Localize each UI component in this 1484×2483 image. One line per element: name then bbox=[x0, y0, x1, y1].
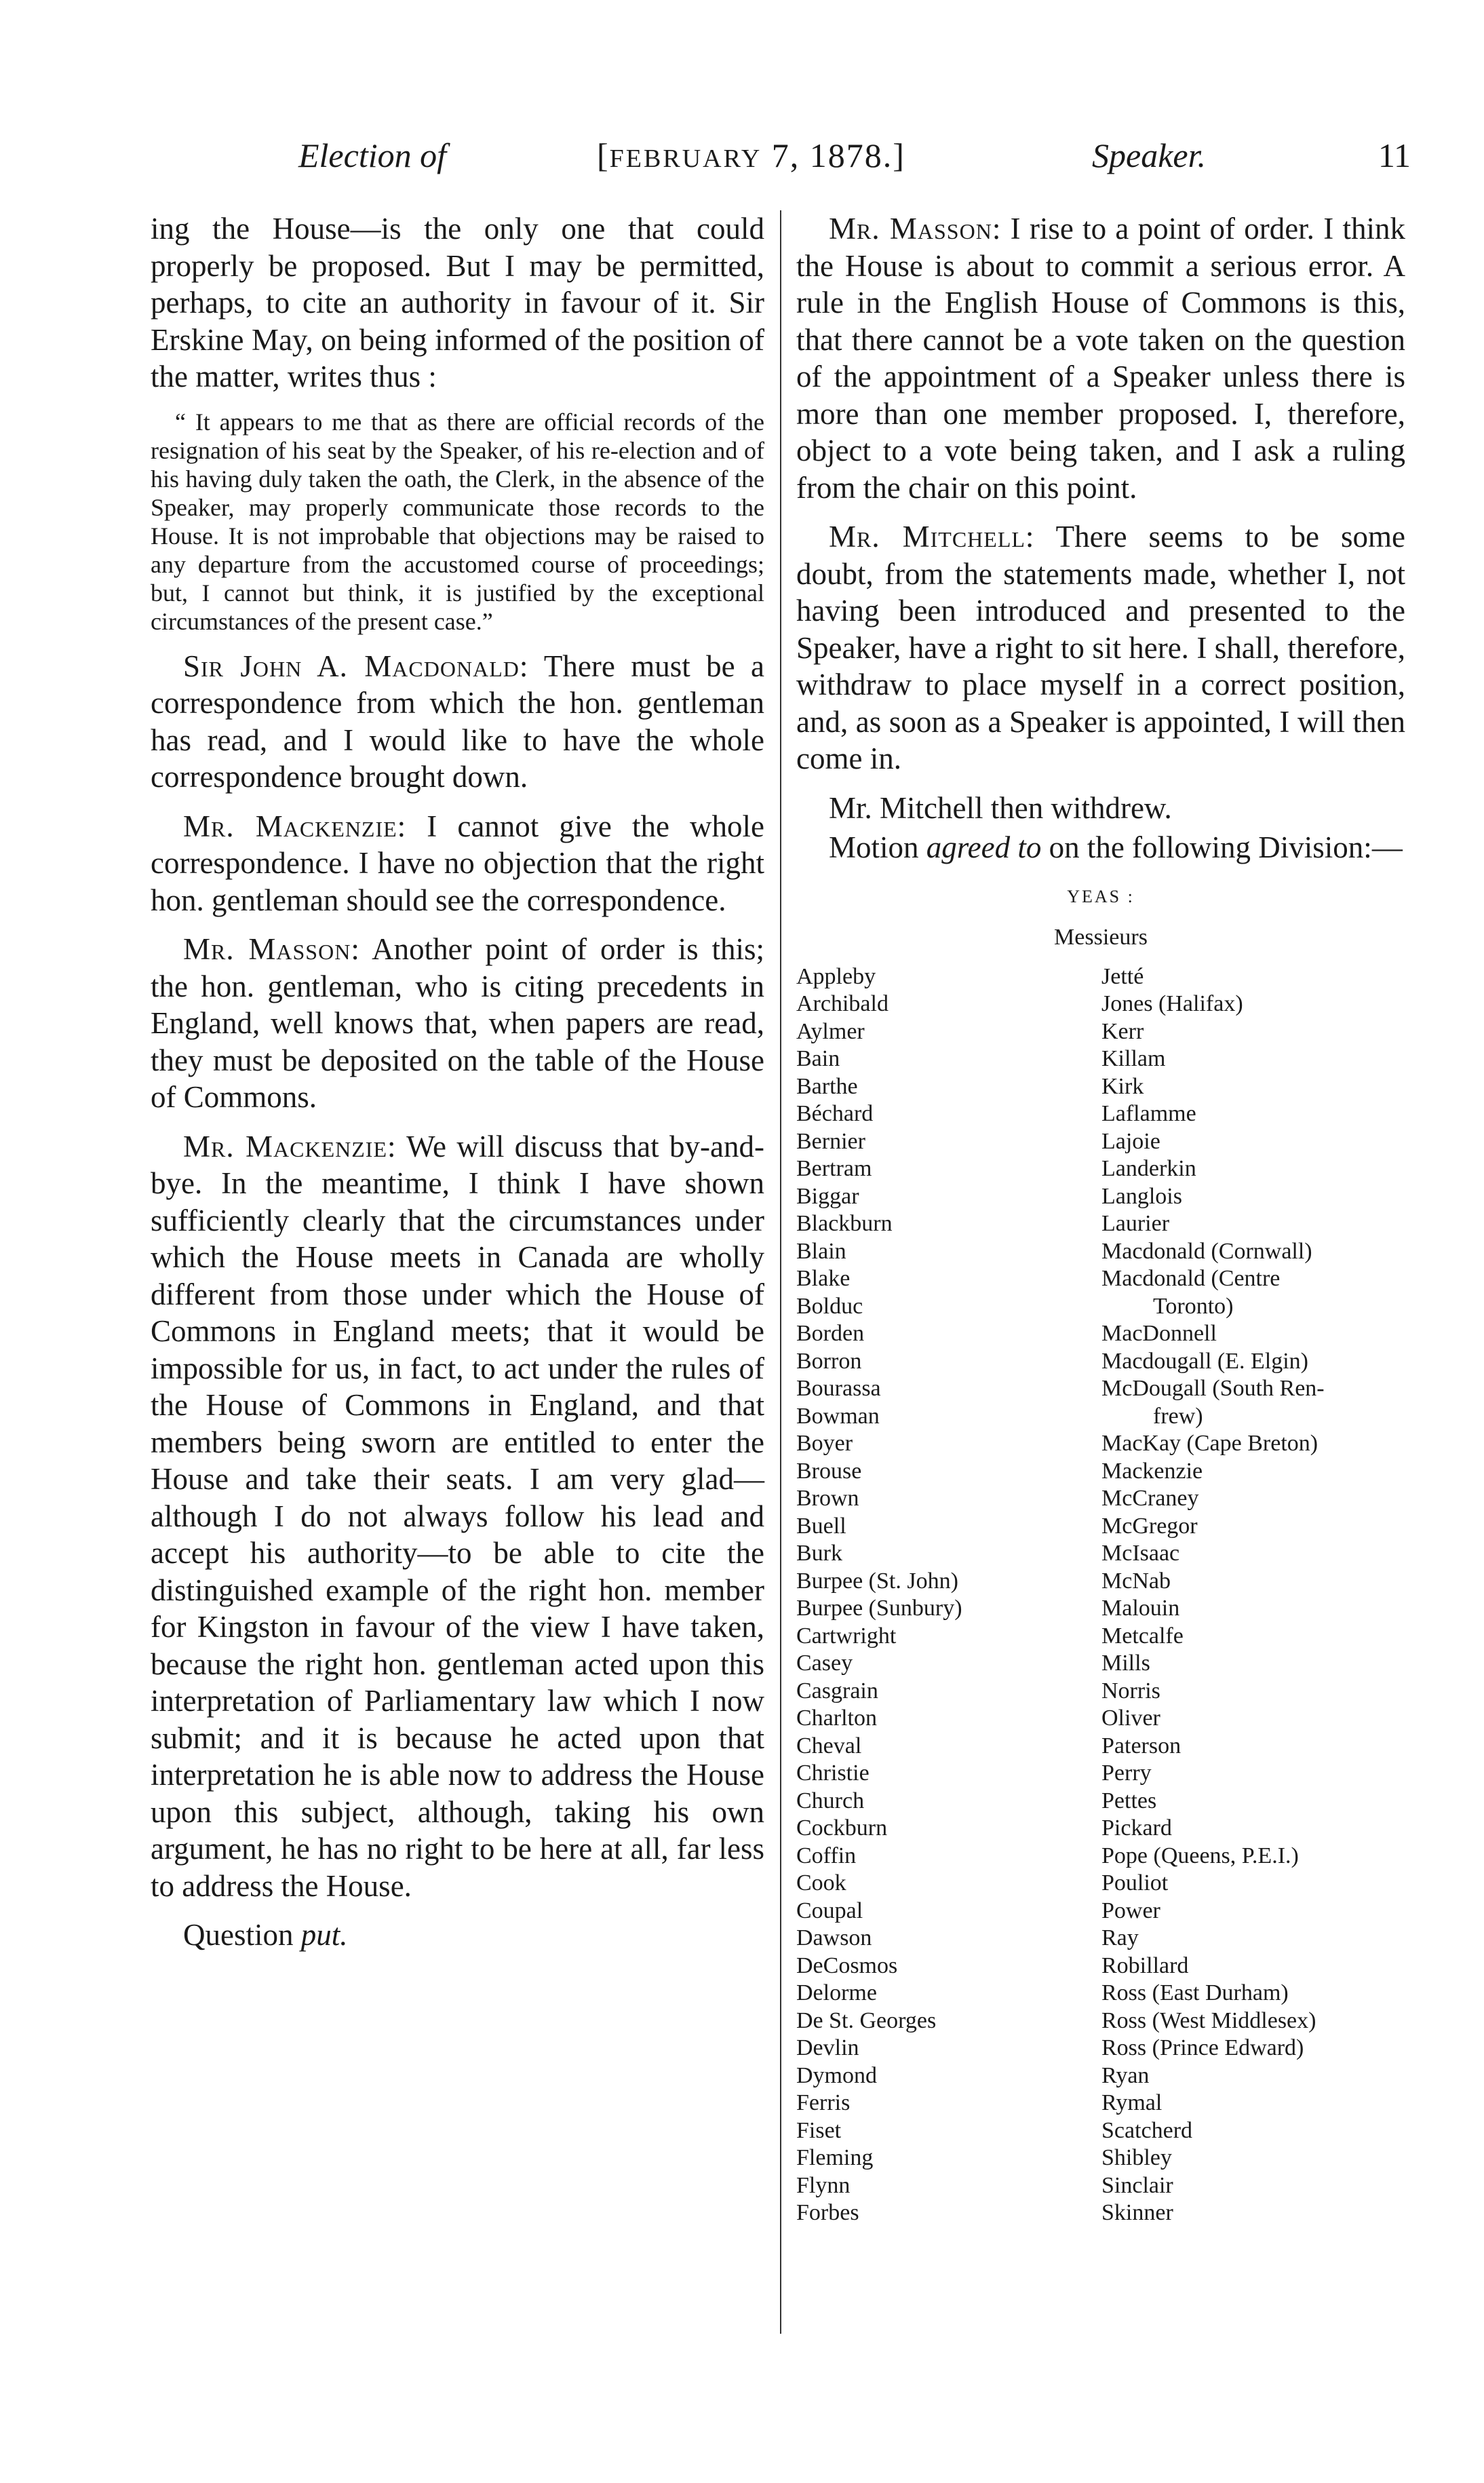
member-name: Macdonald (Cornwall) bbox=[1101, 1238, 1312, 1264]
paragraph: Mr. Masson: Another point of order is this; the hon. gentleman, who is citing precedents in England, well knows that, when papers are read, they must be deposited on the table of the House of Commons. bbox=[151, 932, 765, 1114]
member-name: Béchard bbox=[796, 1101, 874, 1126]
page-number: 11 bbox=[1378, 136, 1411, 174]
member-name: Lajoie bbox=[1101, 1128, 1160, 1154]
speaker-name: Mr. Mitchell: bbox=[829, 520, 1035, 554]
member-name: MacKay (Cape Breton) bbox=[1101, 1431, 1319, 1456]
member-name: Boyer bbox=[796, 1431, 853, 1456]
member-name: Charlton bbox=[796, 1706, 877, 1731]
messieurs-heading: Messieurs bbox=[1054, 925, 1148, 950]
member-name: Biggar bbox=[796, 1183, 859, 1209]
member-name: Cheval bbox=[796, 1733, 862, 1758]
member-name: Oliver bbox=[1101, 1706, 1160, 1731]
member-name: Perry bbox=[1101, 1760, 1152, 1786]
member-name: Blackburn bbox=[796, 1211, 893, 1236]
member-name: Metcalfe bbox=[1101, 1623, 1184, 1649]
header-left: Election of bbox=[298, 136, 446, 174]
member-name: Borden bbox=[796, 1321, 865, 1346]
member-name: Forbes bbox=[796, 2200, 859, 2225]
member-name: Kerr bbox=[1101, 1018, 1144, 1044]
member-name: Toronto) bbox=[1153, 1293, 1234, 1319]
member-name: Casgrain bbox=[796, 1678, 878, 1704]
member-name: Fiset bbox=[796, 2117, 842, 2143]
member-name: De St. Georges bbox=[796, 2007, 937, 2033]
member-name: Burpee (Sunbury) bbox=[796, 1596, 962, 1621]
member-name: Ross (Prince Edward) bbox=[1101, 2035, 1304, 2060]
member-name: Macdougall (E. Elgin) bbox=[1101, 1348, 1308, 1374]
member-name: Brouse bbox=[796, 1458, 862, 1484]
member-name: Macdonald (Centre bbox=[1101, 1266, 1281, 1291]
member-name: Landerkin bbox=[1101, 1156, 1196, 1181]
paragraph: Mr. Mitchell then withdrew. bbox=[829, 790, 1172, 825]
member-name: Mills bbox=[1101, 1651, 1150, 1676]
member-name: Dawson bbox=[796, 1925, 872, 1950]
member-name: Ferris bbox=[796, 2090, 851, 2115]
speaker-name: Mr. Masson: bbox=[183, 932, 360, 966]
member-name: Mackenzie bbox=[1101, 1458, 1203, 1484]
member-name: Devlin bbox=[796, 2035, 859, 2060]
right-column bbox=[796, 210, 1405, 2227]
left-column bbox=[151, 210, 764, 1966]
member-name: Rymal bbox=[1101, 2090, 1163, 2115]
member-name: McIsaac bbox=[1101, 1541, 1180, 1566]
member-name: Blake bbox=[796, 1266, 851, 1291]
member-name: McDougall (South Ren- bbox=[1101, 1376, 1325, 1401]
member-name: Skinner bbox=[1101, 2200, 1173, 2225]
member-name: Bowman bbox=[796, 1403, 880, 1429]
member-name: Barthe bbox=[796, 1073, 858, 1099]
member-name: Casey bbox=[796, 1651, 853, 1676]
member-name: Paterson bbox=[1101, 1733, 1182, 1758]
member-name: McGregor bbox=[1101, 1513, 1198, 1539]
member-name: Buell bbox=[796, 1513, 846, 1539]
member-name: Pope (Queens, P.E.I.) bbox=[1101, 1843, 1299, 1868]
member-name: Jetté bbox=[1101, 963, 1144, 989]
member-name: Flynn bbox=[796, 2172, 851, 2198]
member-name: Brown bbox=[796, 1486, 859, 1511]
quotation: “ It appears to me that as there are official records of the resignation of his seat by the Speaker, of his re-election and of his having duly taken the oath, the Clerk, in the absence of the Speaker, may properly communicate those records to the House. It is not improbable that objections may be raised to any departure from the accustomed course of proceedings; but, I cannot but think, it is justified by the exceptional circumstances of the present case.” bbox=[151, 408, 764, 635]
member-name: McNab bbox=[1101, 1568, 1171, 1594]
member-name: Dymond bbox=[796, 2062, 877, 2088]
member-name: Langlois bbox=[1101, 1183, 1182, 1209]
member-name: Blain bbox=[796, 1238, 846, 1264]
member-name: Bain bbox=[796, 1046, 840, 1071]
member-name: Laurier bbox=[1101, 1211, 1170, 1236]
member-name: Robillard bbox=[1101, 1952, 1189, 1978]
member-name: Bertram bbox=[796, 1156, 872, 1181]
column-divider bbox=[780, 210, 781, 2334]
member-name: Christie bbox=[796, 1760, 870, 1786]
member-name: Shibley bbox=[1101, 2145, 1172, 2170]
member-name: Burk bbox=[796, 1541, 842, 1566]
names-column-1 bbox=[796, 963, 1101, 2227]
member-name: Burpee (St. John) bbox=[796, 1568, 958, 1594]
member-name: McCraney bbox=[1101, 1486, 1199, 1511]
member-name: Scatcherd bbox=[1101, 2117, 1193, 2143]
running-header bbox=[298, 136, 1411, 183]
member-name: Bolduc bbox=[796, 1293, 863, 1319]
member-name: Aylmer bbox=[796, 1018, 865, 1044]
member-name: Ross (East Durham) bbox=[1101, 1980, 1289, 2005]
member-name: frew) bbox=[1153, 1403, 1203, 1429]
member-name: Power bbox=[1101, 1898, 1160, 1923]
member-name: Bourassa bbox=[796, 1376, 881, 1401]
member-name: Cartwright bbox=[796, 1623, 897, 1649]
member-name: Kirk bbox=[1101, 1073, 1144, 1099]
member-name: DeCosmos bbox=[796, 1952, 898, 1978]
member-name: Jones (Halifax) bbox=[1101, 991, 1243, 1016]
division-list bbox=[796, 963, 1405, 2227]
speaker-name: Mr. Masson: bbox=[829, 212, 1002, 246]
speaker-name: Sir John A. Macdonald: bbox=[183, 649, 529, 683]
member-name: Borron bbox=[796, 1348, 862, 1374]
member-name: Cook bbox=[796, 1870, 846, 1895]
paragraph: Sir John A. Macdonald: There must be a correspondence from which the hon. gentleman has read, and I would like to have the whole correspondence brought down. bbox=[151, 649, 764, 794]
member-name: Ryan bbox=[1101, 2062, 1150, 2088]
header-date: [FEBRUARY 7, 1878.] bbox=[597, 136, 905, 174]
member-name: Coupal bbox=[796, 1898, 863, 1923]
speaker-name: Mr. Mackenzie: bbox=[183, 1129, 397, 1163]
member-name: MacDonnell bbox=[1101, 1321, 1217, 1346]
member-name: Norris bbox=[1101, 1678, 1160, 1704]
member-name: Appleby bbox=[796, 963, 876, 989]
member-name: Pickard bbox=[1101, 1815, 1172, 1841]
paragraph: Question put. bbox=[183, 1918, 348, 1952]
member-name: Sinclair bbox=[1101, 2172, 1173, 2198]
member-name: Church bbox=[796, 1788, 865, 1813]
speaker-name: Mr. Mackenzie: bbox=[183, 809, 407, 843]
member-name: Pouliot bbox=[1101, 1870, 1169, 1895]
member-name: Coffin bbox=[796, 1843, 857, 1868]
member-name: Pettes bbox=[1101, 1788, 1157, 1813]
yeas-heading: YEAS : bbox=[1067, 886, 1135, 906]
names-column-2 bbox=[1101, 963, 1405, 2227]
member-name: Malouin bbox=[1101, 1596, 1180, 1621]
paragraph: Mr. Mackenzie: I cannot give the whole correspondence. I have no objection that the right hon. gentleman should see the correspondence. bbox=[151, 809, 765, 917]
member-name: Archibald bbox=[796, 991, 889, 1016]
member-name: Cockburn bbox=[796, 1815, 888, 1841]
paragraph: Mr. Mackenzie: We will discuss that by-and-bye. In the meantime, I think I have shown sufficiently clearly that the circumstances under which the House meets in Canada are wholly different from those under which the House of Commons in England meets; that it would be impossible for us, in fact, to act under the rules of the House of Commons in England, and that members being sworn are entitled to enter the House and take their seats. I am very glad—although I do not always follow his lead and accept his authority—to be able to cite the distinguished example of the right hon. member for Kingston in favour of the view I have taken, because the right hon. gentleman acted upon this interpretation of Parliamentary law which I now submit; and it is because he acted upon that interpretation he is able now to address the House upon this subject, although, taking his own argument, he has no right to be here at all, far less to address the House. bbox=[151, 1129, 764, 1903]
header-right: Speaker. bbox=[1092, 136, 1206, 174]
member-name: Ray bbox=[1101, 1925, 1139, 1950]
member-name: Fleming bbox=[796, 2145, 874, 2170]
paragraph: Motion agreed to on the following Division:— bbox=[829, 830, 1403, 864]
member-name: Killam bbox=[1101, 1046, 1166, 1071]
member-name: Laflamme bbox=[1101, 1101, 1196, 1126]
member-name: Bernier bbox=[796, 1128, 865, 1154]
paragraph: Mr. Masson: I rise to a point of order. I think the House is about to commit a serious error. A rule in the English House of Commons is this, that there cannot be a vote taken on the question of the appointment of a Speaker unless there is more than one member proposed. I, therefore, object to a vote being taken, and I ask a ruling from the chair on this point. bbox=[796, 212, 1405, 505]
paragraph: ing the House—is the only one that could properly be proposed. But I may be permitted, perhaps, to cite an authority in favour of it. Sir Erskine May, on being informed of the position of the matter, writes thus : bbox=[151, 212, 764, 393]
member-name: Delorme bbox=[796, 1980, 877, 2005]
member-name: Ross (West Middlesex) bbox=[1101, 2007, 1316, 2033]
paragraph: Mr. Mitchell: There seems to be some doubt, from the statements made, whether I, not having been introduced and presented to the Speaker, have a right to sit here. I shall, therefore, withdraw to place myself in a correct position, and, as soon as a Speaker is appointed, I will then come in. bbox=[796, 520, 1406, 775]
